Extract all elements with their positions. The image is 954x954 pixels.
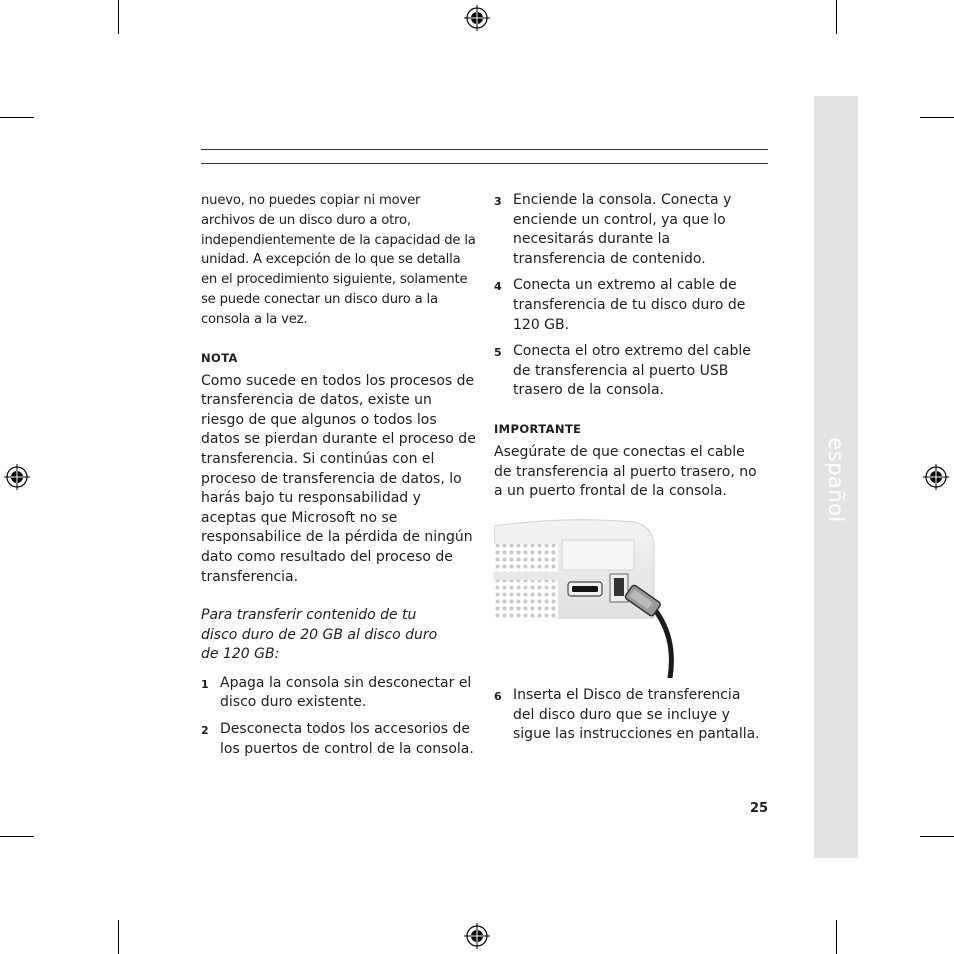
- right-column: [494, 191, 764, 502]
- crop-mark: [836, 920, 837, 954]
- right-column-lower: [494, 686, 764, 745]
- side-tab-label: español: [824, 437, 848, 523]
- registration-mark-icon: [4, 464, 30, 490]
- step-4: [494, 276, 764, 335]
- console-rear-usb-illustration: [494, 514, 684, 678]
- crop-mark: [836, 0, 837, 34]
- step-text: Enciende la consola. Conecta y enciende un control, ya que lo necesitarás durante la transferencia de contenido.: [513, 192, 732, 267]
- step-1: [201, 674, 476, 713]
- crop-mark: [0, 836, 34, 837]
- registration-mark-icon: [464, 5, 490, 31]
- step-text: Apaga la consola sin desconectar el disco duro existente.: [220, 674, 472, 711]
- note-heading: NOTA: [201, 350, 238, 365]
- step-text: Conecta un extremo al cable de transferencia de tu disco duro de 120 GB.: [513, 277, 746, 333]
- crop-mark: [920, 836, 954, 837]
- important-heading: IMPORTANTE: [494, 421, 582, 436]
- registration-mark-icon: [464, 923, 490, 949]
- header-rule-top: [201, 149, 768, 150]
- step-number: 6: [494, 690, 502, 703]
- intro-paragraph: nuevo, no puedes copiar ni mover archivos de un disco duro a otro, independientemente de la capacidad de la unidad. A excepción de lo que se detalla en el procedimiento siguiente, solamente se puede conectar un disco duro a la consola a la vez.: [201, 193, 476, 327]
- step-5: [494, 342, 764, 401]
- step-number: 4: [494, 280, 502, 294]
- page-number: 25: [750, 801, 769, 816]
- procedure-title: Para transferir contenido de tu disco duro de 20 GB al disco duro de 120 GB:: [201, 607, 438, 663]
- step-text: Inserta el Disco de transferencia del disco duro que se incluye y sigue las instrucciones en pantalla.: [513, 687, 760, 743]
- important-paragraph: Asegúrate de que conectas el cable de transferencia al puerto trasero, no a un puerto frontal de la consola.: [494, 443, 757, 500]
- left-column: [201, 191, 476, 759]
- step-3: [494, 191, 764, 269]
- registration-mark-icon: [923, 464, 949, 490]
- step-text: Desconecta todos los accesorios de los puertos de control de la consola.: [220, 721, 474, 757]
- step-number: 3: [494, 195, 502, 208]
- header-rule-bottom: [201, 163, 768, 164]
- step-6: [494, 686, 764, 745]
- note-paragraph: Como sucede en todos los procesos de transferencia de datos, existe un riesgo de que algunos o todos los datos se pierdan durante el proceso de transferencia. Si continúas con el proceso de transferencia de datos, lo harás bajo tu responsabilidad y aceptas que Microsoft no se responsabilice de la pérdida de ningún dato como resultado del proceso de transferencia.: [201, 372, 476, 585]
- crop-mark: [118, 920, 119, 954]
- step-number: 5: [494, 346, 502, 360]
- step-number: 1: [201, 677, 209, 691]
- crop-mark: [0, 117, 34, 118]
- step-number: 2: [201, 724, 209, 738]
- crop-mark: [118, 0, 119, 34]
- step-text: Conecta el otro extremo del cable de transferencia al puerto USB trasero de la consola.: [513, 343, 751, 399]
- crop-mark: [920, 117, 954, 118]
- step-2: [201, 720, 476, 759]
